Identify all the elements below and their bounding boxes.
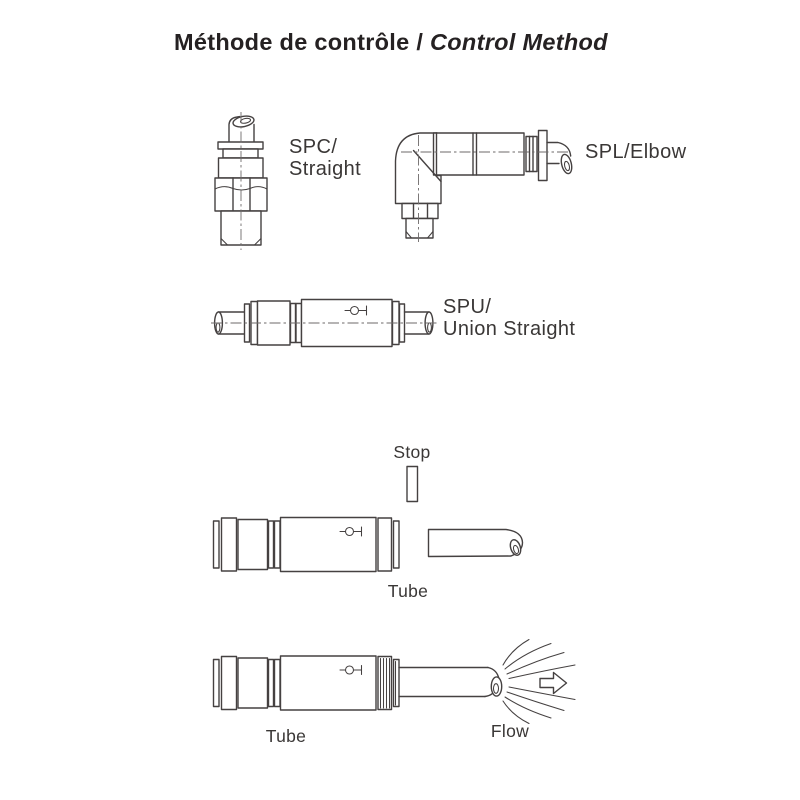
tube-drawing bbox=[429, 530, 523, 557]
tube-insert-label: Tube bbox=[387, 581, 429, 601]
spl-label-line1: SPL/Elbow bbox=[585, 141, 687, 163]
stop-pin-drawing bbox=[407, 467, 418, 502]
union-fitting-drawing bbox=[214, 518, 400, 572]
spc-fitting-label bbox=[289, 137, 361, 180]
title-separator: / bbox=[409, 29, 430, 55]
spu-label-line1: SPU/ bbox=[443, 296, 492, 318]
spc-label-line2: Straight bbox=[289, 157, 362, 180]
spl-fitting-label bbox=[585, 142, 686, 164]
spu-fitting-drawing bbox=[211, 300, 437, 347]
flow-label: Flow bbox=[490, 721, 530, 741]
title-french: Méthode de contrôle bbox=[174, 29, 410, 55]
title-english: Control Method bbox=[430, 29, 608, 55]
spu-label-line2: Union Straight bbox=[443, 317, 576, 340]
spc-label-line1: SPC/ bbox=[289, 136, 338, 158]
flow-arrow-icon bbox=[540, 673, 567, 694]
spc-fitting-drawing bbox=[215, 112, 267, 250]
stop-label: Stop bbox=[393, 442, 431, 462]
spl-fitting-drawing bbox=[396, 131, 574, 243]
tube-assembled-label: Tube bbox=[265, 726, 307, 746]
assembly-fitting-drawing bbox=[214, 656, 400, 710]
assembly-tube-drawing bbox=[399, 668, 502, 697]
spu-fitting-label bbox=[443, 297, 575, 340]
